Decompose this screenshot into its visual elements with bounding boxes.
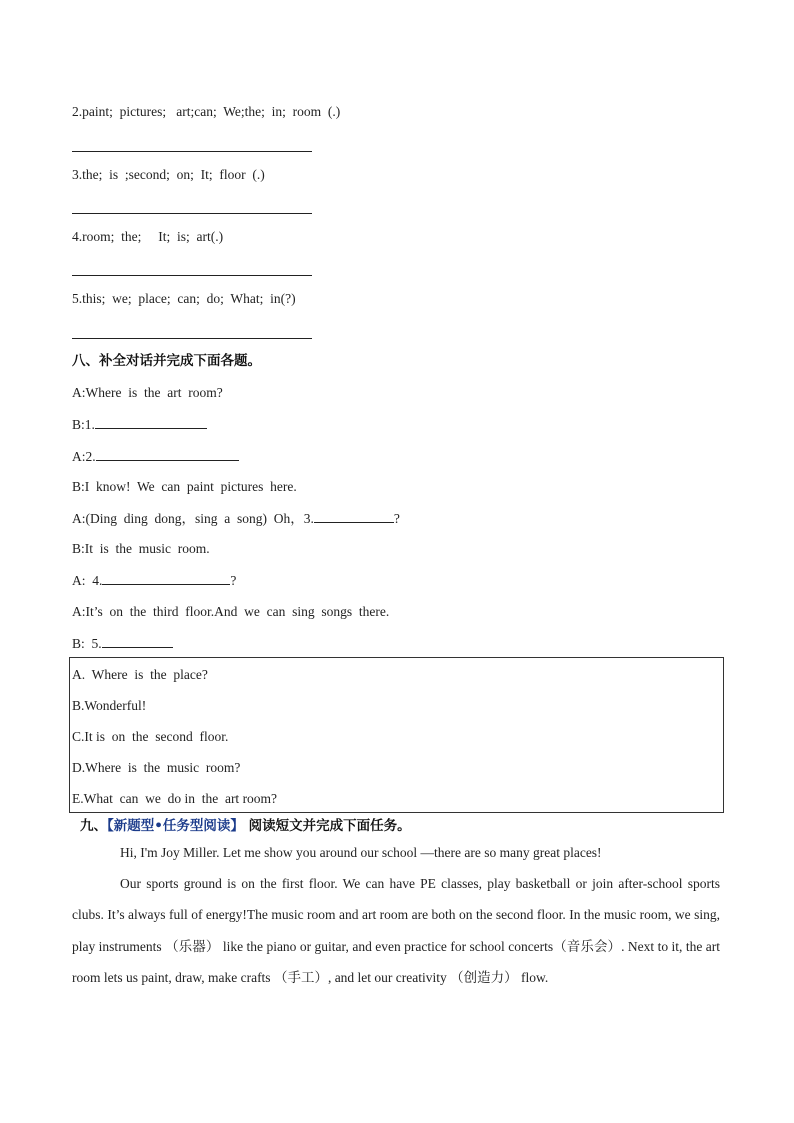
blank-4[interactable] (102, 571, 230, 585)
answer-line[interactable] (72, 275, 312, 276)
option-a: A. Where is the place? (72, 667, 208, 682)
scramble-item-3: 3.the; is ;second; on; It; floor (.) (72, 167, 265, 182)
scramble-item-2: 2.paint; pictures; art;can; We;the; in; room (.) (72, 104, 341, 119)
answer-line[interactable] (72, 151, 312, 152)
section-9-heading: 九、【新题型•任务型阅读】 阅读短文并完成下面任务。 (80, 818, 411, 834)
blank-2[interactable] (96, 447, 239, 461)
reading-paragraph-2: Our sports ground is on the first floor. We can have PE classes, play basketball or join after-school sports clubs. It’s always full of energy!The music room and art room are both on the second floor. In the music room, we sing, play instruments （乐器） like the piano or guitar, and even practice for school concerts（音乐会）. Next to it, the art room lets us paint, draw, make crafts （手工）, and let our creativity （创造力） flow. (72, 876, 720, 985)
blank-3[interactable] (314, 509, 394, 523)
dialogue-line: A:It’s on the third floor.And we can sing songs there. (72, 604, 390, 619)
scramble-item-5: 5.this; we; place; can; do; What; in(?) (72, 291, 296, 306)
option-e: E.What can we do in the art room? (72, 791, 278, 806)
dialogue-line: B:It is the music room. (72, 541, 210, 556)
reading-paragraph-1: Hi, I'm Joy Miller. Let me show you around our school —there are so many great places! (120, 845, 602, 860)
option-c: C.It is on the second floor. (72, 729, 229, 744)
section-8-heading: 八、补全对话并完成下面各题。 (72, 353, 261, 369)
answer-line[interactable] (72, 213, 312, 214)
dialogue-line: A:2. (72, 447, 239, 466)
dialogue-line: B:I know! We can paint pictures here. (72, 479, 297, 494)
blank-1[interactable] (95, 415, 207, 429)
option-d: D.Where is the music room? (72, 760, 241, 775)
dialogue-line: A:Where is the art room? (72, 385, 223, 400)
question-type-tag: 【新题型•任务型阅读】 (107, 818, 244, 834)
dialogue-line: A:(Ding ding dong，sing a song) Oh，3. ? (72, 511, 400, 526)
answer-line[interactable] (72, 338, 312, 339)
option-b: B.Wonderful! (72, 698, 147, 713)
dialogue-line: B: 5. (72, 634, 173, 653)
scramble-item-4: 4.room; the; It; is; art(.) (72, 229, 224, 244)
dialogue-line: A: 4. ? (72, 573, 237, 588)
dialogue-line: B:1. (72, 415, 207, 434)
blank-5[interactable] (102, 634, 173, 648)
